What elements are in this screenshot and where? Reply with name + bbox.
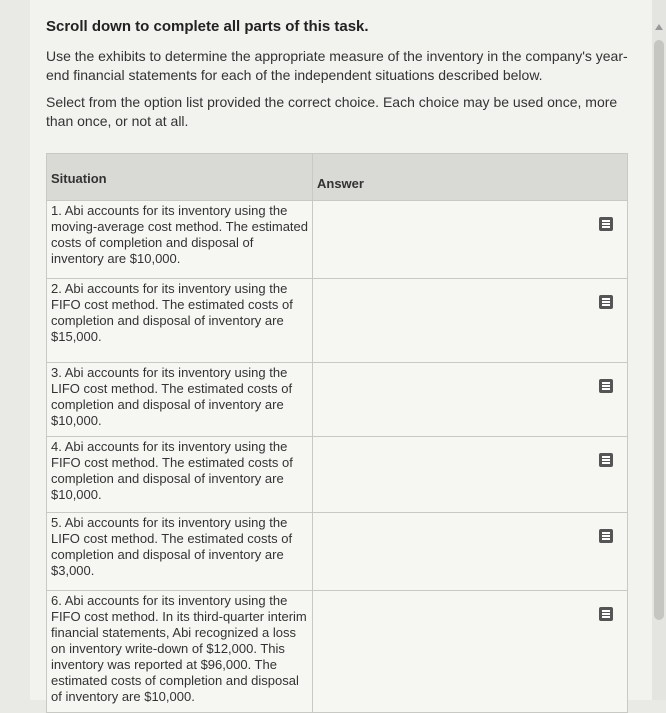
task-content <box>46 18 636 704</box>
answer-select-cell[interactable] <box>313 279 628 363</box>
table-row <box>47 437 628 513</box>
situation-cell: 4. Abi accounts for its inventory using the FIFO cost method. The estimated costs of completion and disposal of inventory are $10,000. <box>47 437 313 513</box>
vertical-scrollbar[interactable] <box>652 0 666 700</box>
table-row <box>47 201 628 279</box>
list-select-icon[interactable] <box>599 607 613 621</box>
list-select-icon[interactable] <box>599 529 613 543</box>
task-page <box>30 0 666 704</box>
table-row <box>47 513 628 591</box>
list-select-icon[interactable] <box>599 217 613 231</box>
situation-cell: 2. Abi accounts for its inventory using the FIFO cost method. The estimated costs of completion and disposal of inventory are $15,000. <box>47 279 313 363</box>
list-select-icon[interactable] <box>599 379 613 393</box>
scroll-thumb[interactable] <box>654 40 664 620</box>
situations-table <box>46 153 628 713</box>
answer-select-cell[interactable] <box>313 363 628 437</box>
table-row <box>47 591 628 713</box>
answer-column-header: Answer <box>313 154 628 201</box>
situation-cell: 6. Abi accounts for its inventory using the FIFO cost method. In its third-quarter interim financial statements, Abi recognized a loss on inventory write-down of $12,000. This inventory was reported at $96,000. The estimated costs of completion and disposal of inventory are $10,000. <box>47 591 313 713</box>
situation-column-header: Situation <box>47 154 313 201</box>
situation-cell: 3. Abi accounts for its inventory using the LIFO cost method. The estimated costs of completion and disposal of inventory are $10,000. <box>47 363 313 437</box>
situation-cell: 5. Abi accounts for its inventory using the LIFO cost method. The estimated costs of completion and disposal of inventory are $3,000. <box>47 513 313 591</box>
table-row <box>47 363 628 437</box>
instruction-paragraph-2: Select from the option list provided the correct choice. Each choice may be used once, more than once, or not at all. <box>46 94 618 129</box>
instruction-paragraph-1: Use the exhibits to determine the appropriate measure of the inventory in the company's year-end financial statements for each of the independent situations described below. <box>46 48 628 83</box>
answer-select-cell[interactable] <box>313 513 628 591</box>
answer-select-cell[interactable] <box>313 201 628 279</box>
answer-select-cell[interactable] <box>313 591 628 713</box>
scroll-up-arrow-icon[interactable] <box>655 24 663 30</box>
list-select-icon[interactable] <box>599 295 613 309</box>
situation-cell: 1. Abi accounts for its inventory using the moving-average cost method. The estimated costs of completion and disposal of inventory are $10,000. <box>47 201 313 279</box>
answer-select-cell[interactable] <box>313 437 628 513</box>
list-select-icon[interactable] <box>599 453 613 467</box>
task-heading: Scroll down to complete all parts of this task. <box>46 18 369 35</box>
table-row <box>47 279 628 363</box>
